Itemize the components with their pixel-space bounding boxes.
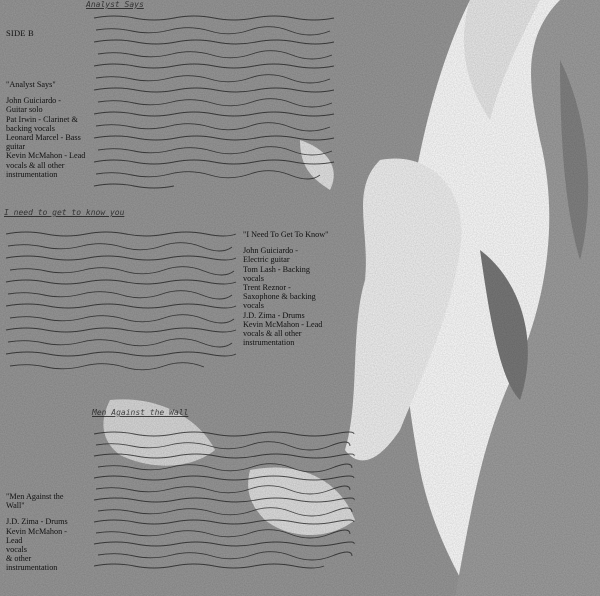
credit-line: Leonard Marcel - Bass (6, 132, 81, 142)
credit-line: John Guiciardo - (243, 246, 299, 256)
credit-line: vocals & all other (243, 328, 302, 338)
handwritten-scribble-block-3 (92, 428, 362, 578)
credit-line: & other (6, 554, 32, 564)
song-title: "Men Against the Wall" (6, 492, 64, 511)
credit-line: instrumentation (6, 169, 58, 179)
handwritten-lyrics-men-against-the-wall (92, 408, 252, 417)
credit-line: vocals (243, 273, 264, 283)
handwritten-title: I need to get to know you (4, 208, 125, 217)
credit-line: guitar (6, 142, 26, 152)
credit-line: instrumentation (6, 563, 58, 573)
credit-line: J.D. Zima - Drums (243, 310, 305, 320)
handwritten-title: Men Against the Wall (92, 408, 189, 417)
credit-line: Saxophone & backing (243, 292, 316, 302)
handwritten-lyrics-i-need-to-get-to-know (4, 208, 164, 217)
credit-line: J.D. Zima - Drums (6, 517, 68, 527)
song-title: "I Need To Get To Know" (243, 230, 329, 239)
credit-line: Kevin McMahon - (6, 526, 67, 536)
credit-line: Lead (6, 535, 23, 545)
handwritten-lyrics-analyst-says (86, 0, 346, 9)
credit-line: instrumentation (243, 338, 295, 348)
credits-analyst-says (6, 80, 92, 179)
credit-line: vocals & all other (6, 160, 65, 170)
credit-line: Tom Lash - Backing (243, 264, 310, 274)
credit-line: vocals (6, 544, 27, 554)
handwritten-scribble-block-2 (4, 228, 240, 378)
credit-line: John Guiciardo - (6, 96, 62, 106)
credit-line: Electric guitar (243, 255, 290, 265)
credit-line: Kevin McMahon - Lead (6, 151, 86, 161)
handwritten-title: Analyst Says (86, 0, 144, 9)
credits-i-need-to-get-to-know (243, 230, 335, 347)
credit-line: Pat Irwin - Clarinet & (6, 114, 78, 124)
credits-men-against-the-wall (6, 492, 76, 573)
credit-line: Trent Reznor - (243, 282, 291, 292)
credit-line: Kevin McMahon - Lead (243, 319, 323, 329)
credit-line: backing vocals (6, 123, 55, 133)
credit-line: vocals (243, 301, 264, 311)
credit-line: Guitar solo (6, 105, 43, 115)
song-title: "Analyst Says" (6, 80, 56, 89)
side-label: SIDE B (6, 28, 34, 38)
handwritten-scribble-block-1 (92, 12, 358, 198)
